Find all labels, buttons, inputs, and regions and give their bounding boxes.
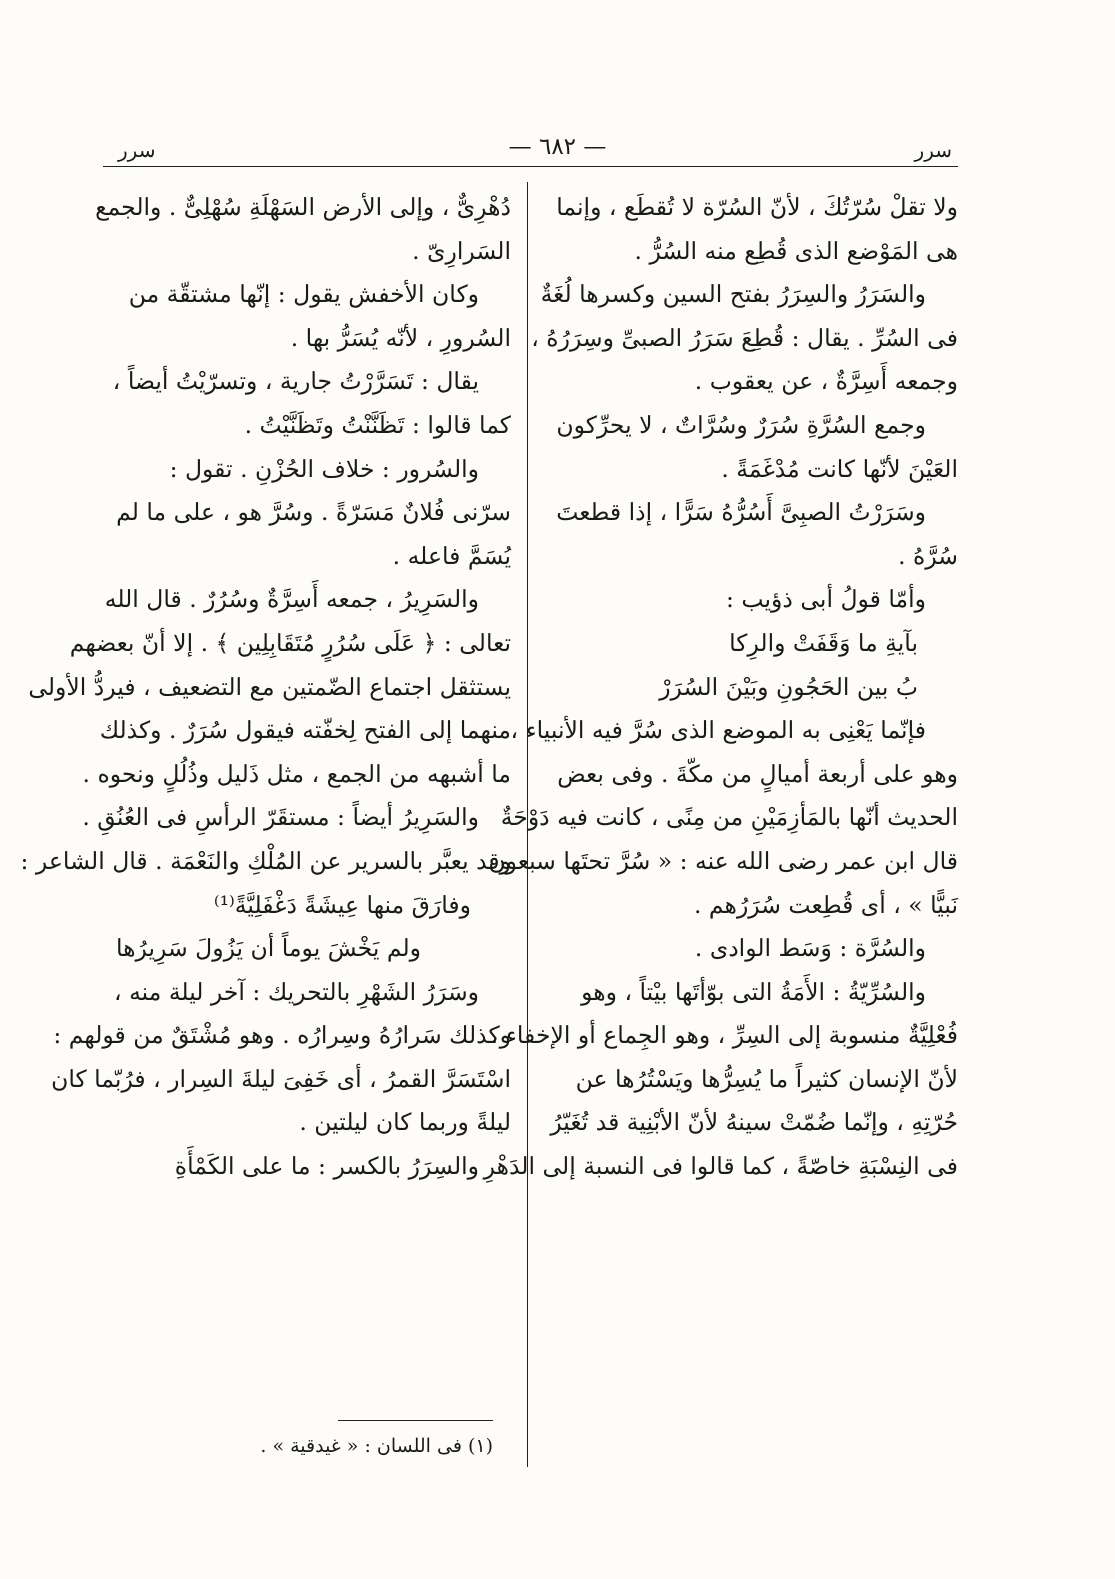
text-line: وسَرَرُ الشَهْرِ بالتحريك : آخر ليلة منه ، [114, 977, 479, 1006]
text-line: منهما إلى الفتح لِخفّته فيقول سُرَرٌ . وكذلك [99, 716, 511, 745]
text-line: قال ابن عمر رضى الله عنه : « سُرَّ تحتَها سبعون [488, 846, 958, 875]
text-line: حُرّتِهِ ، وإنّما ضُمّتْ سينهُ لأنّ الأبْنِية قد تُغَيّرُ [550, 1108, 958, 1137]
text-line: يقال : تَسَرَّرْتُ جارية ، وتسرّيْتُ أيضاً ، [112, 367, 479, 396]
text-line: والسُرِّيّةُ : الأَمَةُ التى بوّأتَها بيْتاً ، وهو [581, 977, 926, 1006]
right-column [483, 186, 958, 1189]
footnote: (١) فى اللسان : « غيدقية » . [260, 1435, 493, 1457]
text-line: فى النِسْبَةِ خاصّةً ، كما قالوا فى النسبة إلى الدَهْرِ [483, 1152, 958, 1181]
text-line: لأنّ الإنسان كثيراً ما يُسِرُّها ويَسْتُرُها عن [575, 1064, 958, 1093]
verse-line: بُ بين الحَجُونِ وبَيْنَ السُرَرْ [659, 672, 918, 701]
text-line: وأمّا قولُ أبى ذؤيب : [726, 585, 926, 614]
text-line: ليلةً وربما كان ليلتين . [299, 1108, 511, 1137]
verse-line: بآيةِ ما وَقَفَتْ والرِكا [729, 628, 918, 657]
text-line: وقد يعبَّر بالسرير عن المُلْكِ والنَعْمَة . قال الشاعر : [20, 846, 511, 875]
text-line: والسِرَرُ بالكسر : ما على الكَمْأَةِ [174, 1152, 479, 1181]
text-line: تعالى : ﴿ عَلَى سُرُرٍ مُتَقَابِلِين ﴾ . إلا أنّ بعضهم [69, 628, 511, 657]
text-line: ولا تقلْ سُرّتُكَ ، لأنّ السُرّة لا تُقطَع ، وإنما [556, 193, 958, 221]
page-number: — ٦٨٢ — [508, 134, 607, 160]
text-line: دُهْرِىٌّ ، وإلى الأرض السَهْلَةِ سُهْلِىٌّ . والجمع [95, 193, 511, 221]
text-line: كما قالوا : تَظَنَّنْتُ وتَظَنَّيْتُ . [244, 410, 511, 439]
text-line: اسْتَسَرَّ القمرُ ، أى خَفِىَ ليلةَ السِرار ، فرُبّما كان [51, 1064, 511, 1093]
verse-line: وفارَقَ منها عِيشَةً دَغْفَلِيَّةً⁽¹⁾ [213, 890, 471, 919]
text-line: يُسَمَّ فاعله . [392, 541, 511, 570]
text-line: السُرورِ ، لأنّه يُسَرُّ بها . [290, 323, 511, 352]
header-entry-word-right: سرر [914, 138, 952, 162]
text-line: سُرَّهُ . [898, 541, 958, 570]
column-divider [527, 182, 528, 1467]
text-line: هى المَوْضع الذى قُطِع منه السُرُّ . [634, 236, 958, 265]
text-line: والسُرور : خلاف الحُزْنِ . تقول : [169, 454, 479, 483]
left-column [20, 186, 511, 1189]
text-line: ما أشبهه من الجمع ، مثل ذَليل وذُلُلٍ ونحوه . [82, 759, 511, 788]
text-line: وكذلك سَرارُهُ وسِرارُه . وهو مُشْتَقٌ من قولهم : [53, 1021, 511, 1050]
text-line: والسَرِيرُ أيضاً : مستقَرّ الرأسِ فى العُنُقِ . [82, 803, 479, 832]
text-line: وجمع السُرَّةِ سُرَرٌ وسُرَّاتٌ ، لا يحرِّكون [556, 410, 926, 439]
text-line: والسَرِيرُ ، جمعه أَسِرَّةٌ وسُرُرٌ . قال الله [104, 585, 479, 614]
text-line: العَيْنَ لأنّها كانت مُدْغَمَةً . [721, 454, 958, 483]
text-line: نَبيًّا » ، أى قُطِعت سُرَرُهم . [693, 890, 958, 919]
text-line: فُعْلِيَّةٌ منسوبة إلى السِرِّ ، وهو الجِماع أو الإخفاء ، [490, 1021, 958, 1050]
text-line: فى السُرِّ . يقال : قُطِعَ سَرَرُ الصبىِّ وسِرَرُهُ ، [531, 323, 958, 352]
text-line: يستثقل اجتماع الضّمتين مع التضعيف ، فيردُّ الأولى [28, 672, 511, 701]
text-line: وهو على أربعة أميالٍ من مكّةَ . وفى بعض [557, 759, 958, 788]
text-line: والسُرَّة : وَسَط الوادى . [694, 934, 926, 963]
text-line: الحديث أنّها بالمَأزِمَيْنِ من مِنًى ، كانت فيه دَوْحَةٌ [500, 803, 958, 832]
text-line: سرّنى فُلانٌ مَسَرّةً . وسُرَّ هو ، على ما لم [116, 498, 511, 527]
text-line: وسَرَرْتُ الصبِىَّ أَسُرُّهُ سَرًّا ، إذا قطعتَ [556, 498, 926, 527]
text-line: فإنّما يَعْنِى به الموضع الذى سُرَّ فيه الأنبياء ، [510, 716, 926, 745]
text-line: السَرارِىّ . [412, 236, 511, 265]
text-line: وجمعه أَسِرَّةٌ ، عن يعقوب . [694, 367, 958, 396]
header-entry-word-left: سرر [118, 138, 156, 162]
footnote-rule [338, 1420, 493, 1421]
verse-line: ولم يَخْشَ يوماً أن يَزُولَ سَرِيرُها [115, 934, 421, 963]
header-rule [103, 166, 958, 167]
text-line: وكان الأخفش يقول : إنّها مشتقّة من [128, 280, 479, 309]
text-line: والسَرَرُ والسِرَرُ بفتح السين وكسرها لُغَةٌ [540, 280, 926, 309]
